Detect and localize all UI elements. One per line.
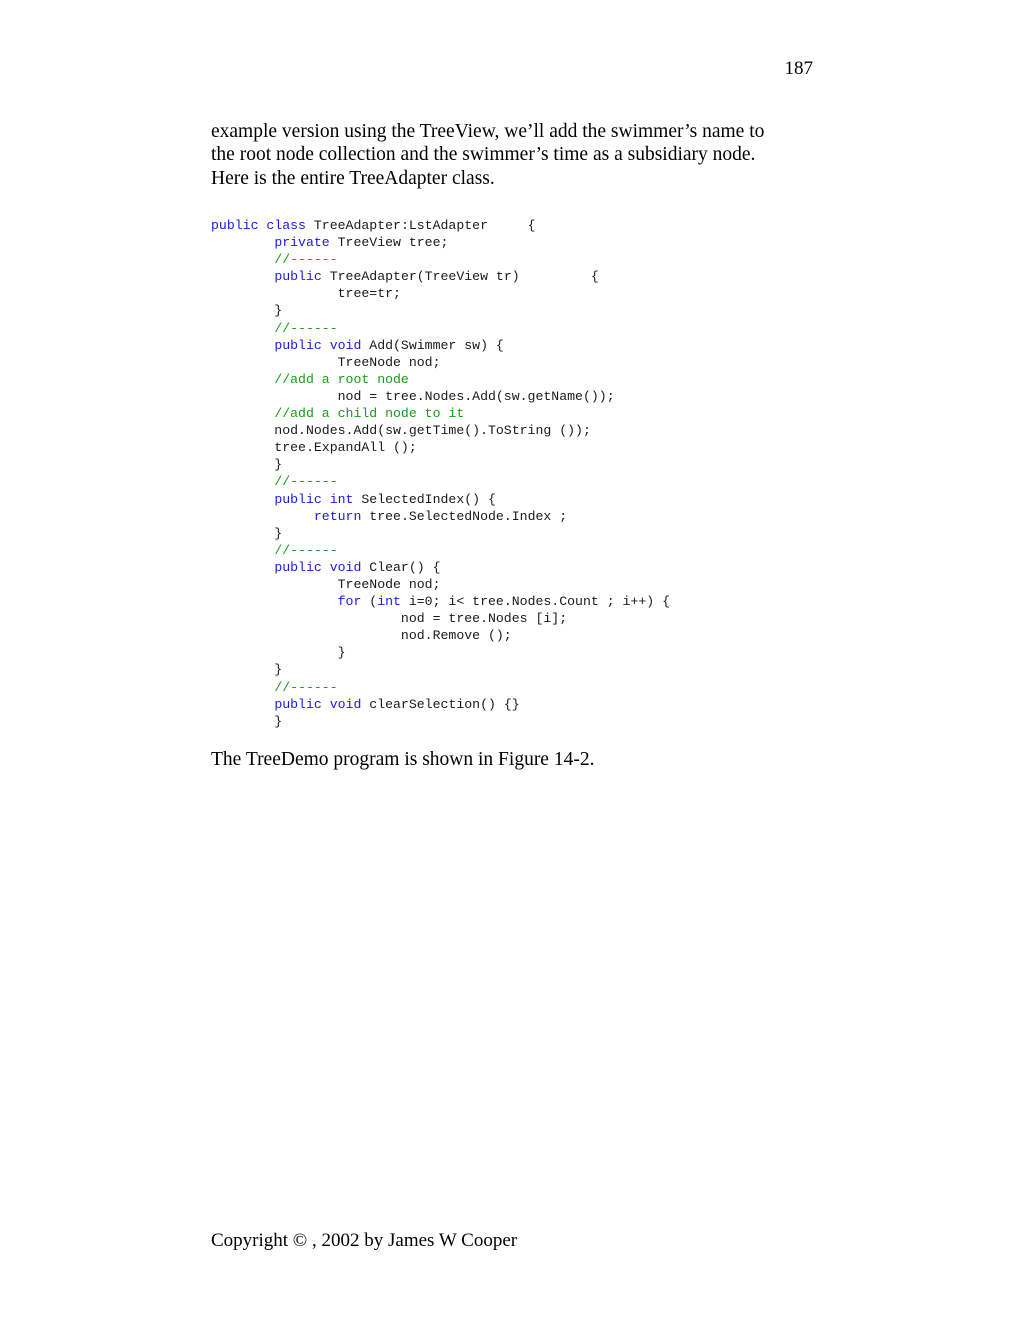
code-line — [211, 491, 771, 508]
code-line — [211, 422, 771, 439]
code-keyword: int — [377, 594, 409, 610]
code-line — [211, 371, 771, 388]
code-comment: //add a root node — [274, 371, 409, 387]
code-line — [211, 388, 771, 405]
code-line — [211, 285, 771, 302]
after-paragraph: The TreeDemo program is shown in Figure 14-2. — [211, 749, 595, 770]
code-line — [211, 679, 771, 696]
code-text — [211, 509, 314, 524]
code-line — [211, 576, 771, 593]
code-line — [211, 593, 771, 610]
code-text: tree.ExpandAll (); — [211, 440, 417, 456]
code-line — [211, 713, 771, 730]
code-comment: //------ — [274, 320, 338, 336]
code-keyword: public — [274, 269, 330, 285]
code-keyword: return — [313, 508, 370, 524]
code-text — [211, 594, 338, 609]
code-text — [211, 372, 274, 387]
code-line — [211, 559, 771, 576]
code-text — [211, 252, 274, 267]
code-text — [211, 680, 274, 695]
code-text: SelectedIndex() { — [361, 491, 496, 507]
page-footer: Copyright © , 2002 by James W Cooper — [211, 1230, 518, 1251]
code-line — [211, 439, 771, 456]
code-text: } — [211, 713, 283, 729]
code-text — [211, 543, 274, 558]
code-text: TreeAdapter(TreeView tr) { — [329, 269, 599, 285]
code-line — [211, 696, 771, 713]
intro-line: Here is the entire TreeAdapter class. — [211, 167, 495, 189]
code-text: } — [211, 525, 283, 541]
code-text: } — [211, 303, 283, 319]
intro-paragraph — [211, 120, 811, 190]
code-text: tree.SelectedNode.Index ; — [369, 508, 568, 524]
intro-line: the root node collection and the swimmer’s time as a subsidiary node. — [211, 144, 756, 166]
code-line — [211, 354, 771, 371]
code-text — [211, 338, 274, 353]
code-line — [211, 337, 771, 354]
code-keyword: private — [274, 235, 338, 251]
code-line — [211, 268, 771, 285]
code-text: Add(Swimmer sw) { — [369, 337, 504, 353]
code-line — [211, 610, 771, 627]
code-text — [211, 235, 274, 250]
code-text: } — [211, 645, 346, 661]
code-text: nod.Remove (); — [211, 628, 512, 644]
code-keyword: public void — [274, 337, 370, 353]
code-line — [211, 627, 771, 644]
code-text — [211, 406, 274, 421]
code-comment: //------ — [274, 474, 338, 490]
code-comment: //------ — [274, 252, 338, 268]
code-line — [211, 644, 771, 661]
code-line — [211, 302, 771, 319]
code-text: nod = tree.Nodes [i]; — [211, 611, 568, 627]
code-comment: //------ — [274, 679, 338, 695]
code-text — [211, 560, 274, 575]
code-keyword: for — [337, 594, 370, 610]
code-comment: //add a child node to it — [274, 406, 465, 422]
code-text — [211, 321, 274, 336]
code-line — [211, 405, 771, 422]
code-text: i=0; i< tree.Nodes.Count ; i++) { — [408, 594, 671, 610]
intro-line: example version using the TreeView, we’ll add the swimmer’s name to — [211, 121, 765, 142]
code-line — [211, 234, 771, 251]
code-line — [211, 217, 771, 234]
code-text — [211, 697, 274, 712]
page-number: 187 — [784, 58, 813, 79]
code-line — [211, 525, 771, 542]
code-comment: //------ — [274, 542, 338, 558]
code-keyword: public class — [211, 218, 314, 233]
code-line — [211, 661, 771, 678]
code-listing — [211, 217, 771, 730]
code-text — [211, 492, 274, 507]
code-text: TreeNode nod; — [211, 576, 441, 592]
code-text: TreeAdapter:LstAdapter { — [313, 218, 536, 233]
code-text: clearSelection() {} — [369, 696, 520, 712]
code-line — [211, 456, 771, 473]
code-text: } — [211, 457, 283, 473]
code-text: nod.Nodes.Add(sw.getTime().ToString ()); — [211, 423, 591, 439]
code-keyword: public int — [274, 491, 362, 507]
code-text: } — [211, 662, 283, 678]
code-text — [211, 474, 274, 489]
code-line — [211, 320, 771, 337]
code-text: Clear() { — [369, 559, 441, 575]
code-keyword: public void — [274, 559, 370, 575]
code-text: TreeView tree; — [337, 235, 449, 251]
code-line — [211, 473, 771, 490]
code-line — [211, 542, 771, 559]
code-keyword: public void — [274, 696, 370, 712]
code-text — [211, 269, 274, 284]
code-text: ( — [369, 594, 378, 610]
code-text: TreeNode nod; — [211, 354, 441, 370]
code-text: tree=tr; — [211, 286, 401, 302]
code-line — [211, 508, 771, 525]
code-line — [211, 251, 771, 268]
code-text: nod = tree.Nodes.Add(sw.getName()); — [211, 388, 615, 404]
